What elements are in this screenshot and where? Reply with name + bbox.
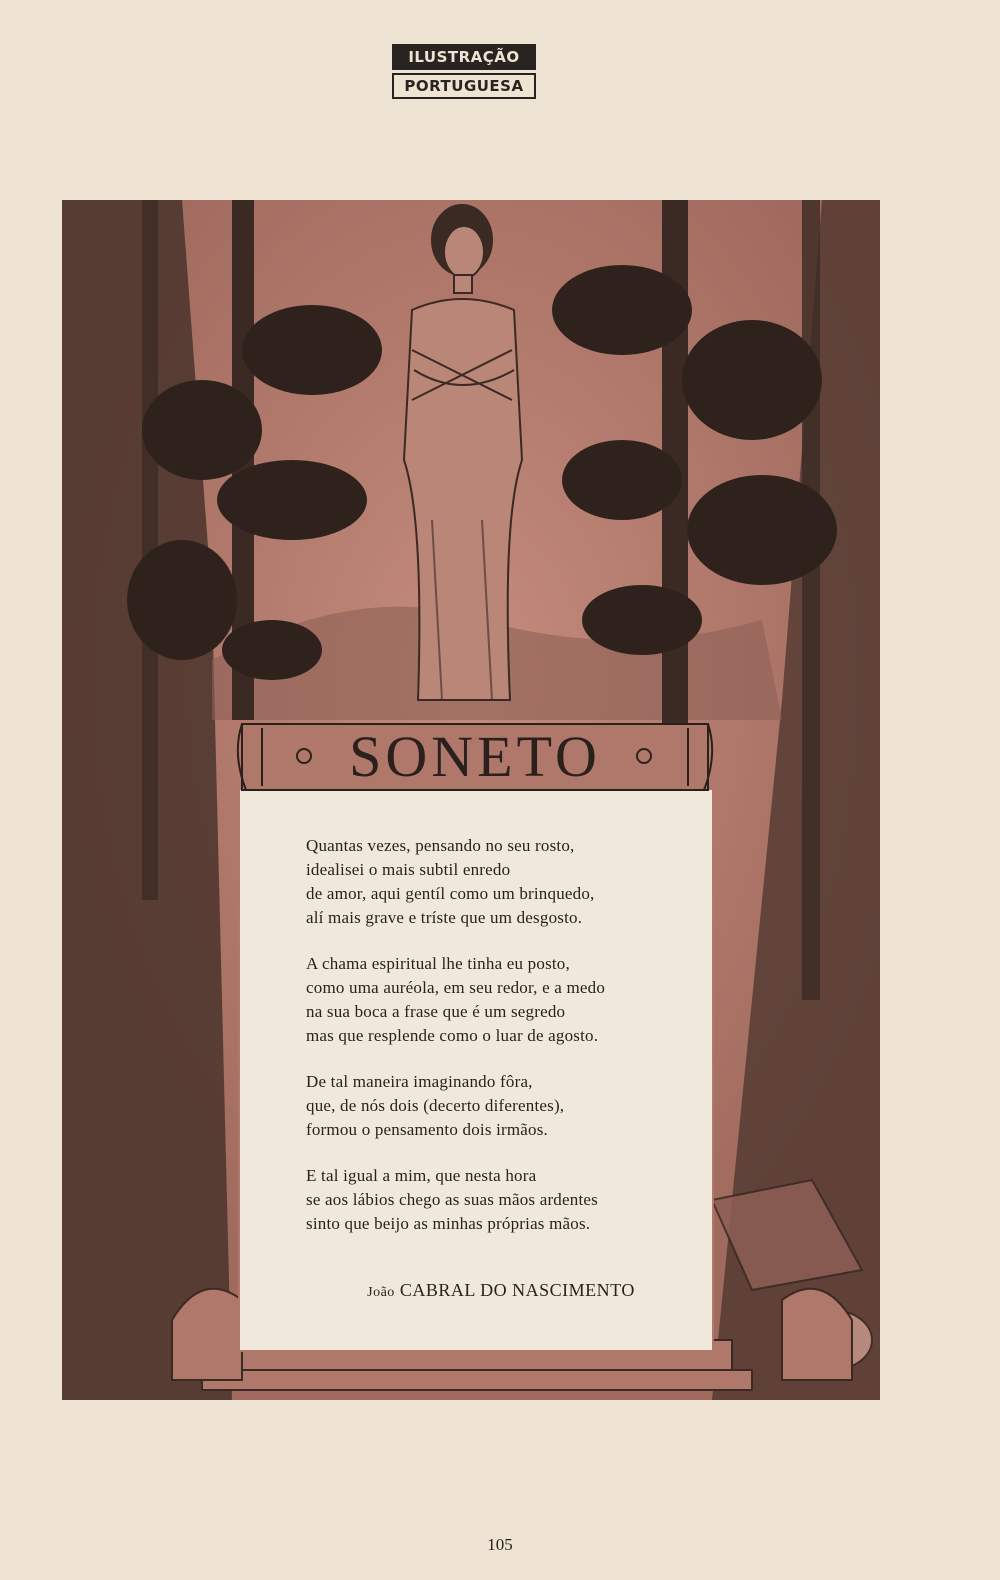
masthead-line-2: PORTUGUESA bbox=[392, 73, 536, 99]
masthead-logo bbox=[392, 44, 536, 94]
verse: idealisei o mais subtil enredo bbox=[306, 860, 511, 879]
page-number: 105 bbox=[487, 1535, 513, 1554]
verse: como uma auréola, em seu redor, e a medo bbox=[306, 978, 606, 997]
stanza-1 bbox=[306, 834, 686, 930]
title-banner bbox=[234, 714, 716, 798]
author-surname: CABRAL DO NASCIMENTO bbox=[399, 1280, 635, 1300]
verse: De tal maneira imaginando fôra, bbox=[306, 1072, 533, 1091]
verse: E tal igual a mim, que nesta hora bbox=[306, 1166, 537, 1185]
author-first-name: João bbox=[367, 1285, 395, 1300]
verse: de amor, aqui gentíl como um brinquedo, bbox=[306, 884, 595, 903]
poem-body bbox=[306, 834, 686, 1258]
stanza-4 bbox=[306, 1164, 686, 1236]
verse: que, de nós dois (decerto diferentes), bbox=[306, 1096, 565, 1115]
stanza-3 bbox=[306, 1070, 686, 1142]
poem-panel bbox=[240, 790, 712, 1350]
verse: Quantas vezes, pensando no seu rosto, bbox=[306, 836, 575, 855]
verse: formou o pensamento dois irmãos. bbox=[306, 1120, 549, 1139]
verse: sinto que beijo as minhas próprias mãos. bbox=[306, 1214, 591, 1233]
verse: alí mais grave e tríste que um desgosto. bbox=[306, 908, 583, 927]
stanza-2 bbox=[306, 952, 686, 1048]
verse: A chama espiritual lhe tinha eu posto, bbox=[306, 954, 570, 973]
verse: se aos lábios chego as suas mãos ardentes bbox=[306, 1190, 598, 1209]
poem-author bbox=[240, 1280, 712, 1301]
verse: na sua boca a frase que é um segredo bbox=[306, 1002, 566, 1021]
verse: mas que resplende como o luar de agosto. bbox=[306, 1026, 599, 1045]
masthead-line-1: ILUSTRAÇÃO bbox=[392, 44, 536, 70]
poem-title: SONETO bbox=[349, 724, 601, 789]
